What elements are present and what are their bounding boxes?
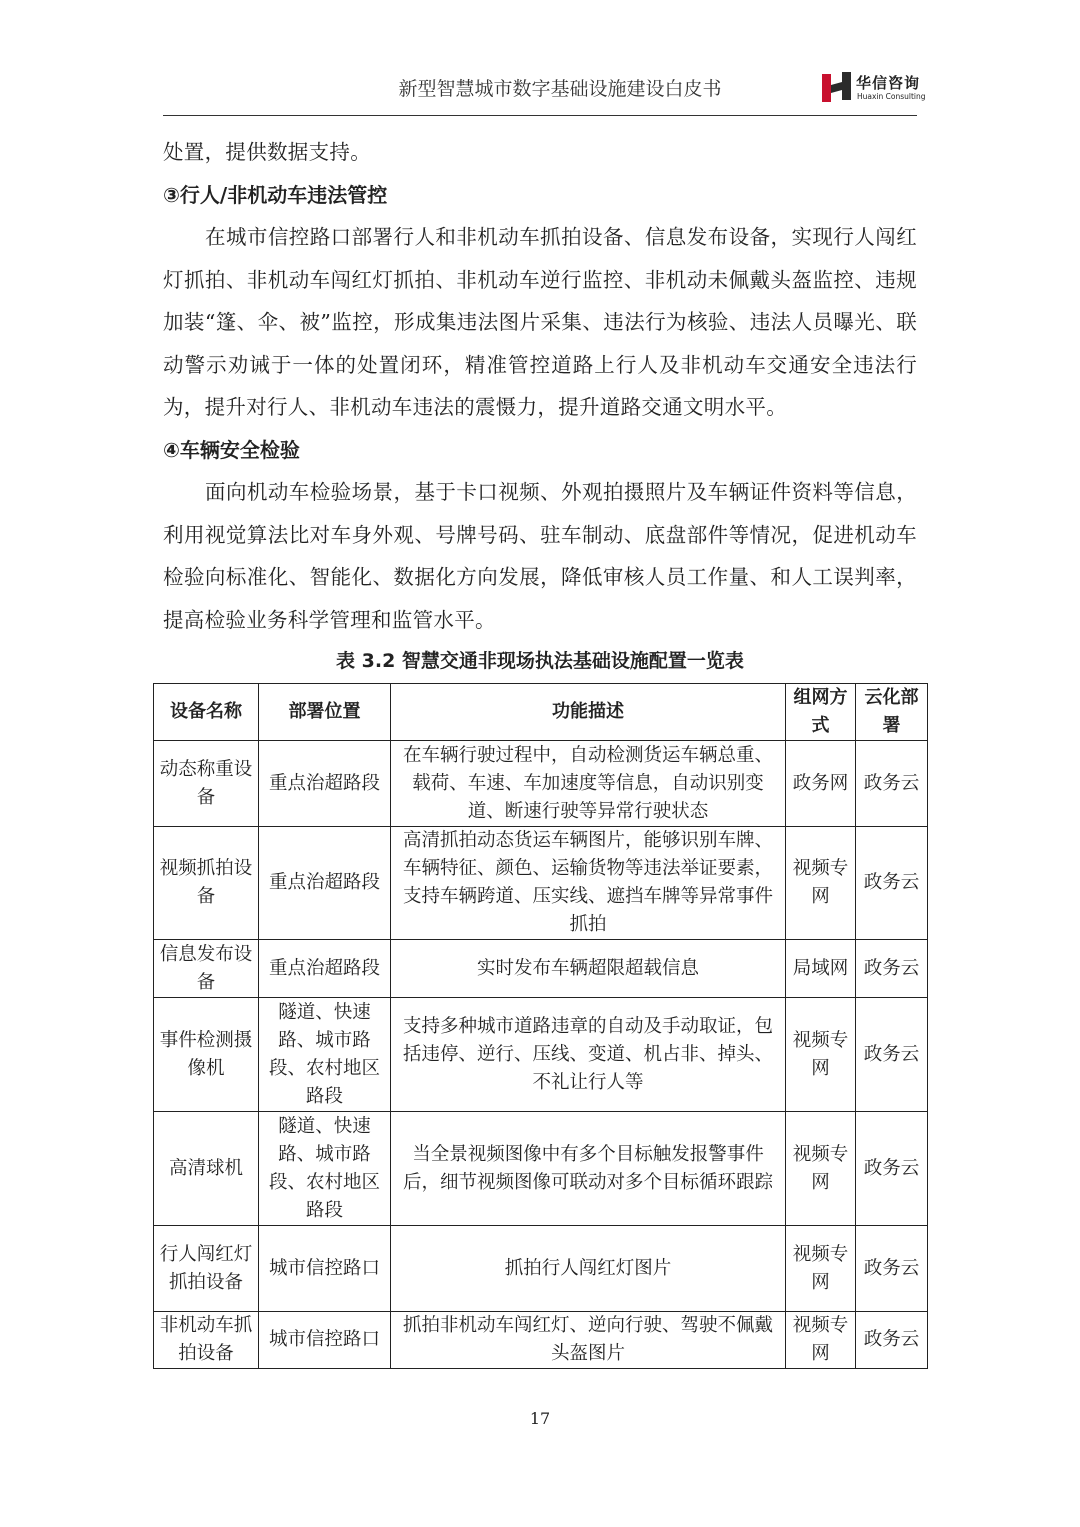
cell-network: 视频专网 [786,1112,856,1226]
cell-function: 支持多种城市道路违章的自动及手动取证，包括违停、逆行、压线、变道、机占非、掉头、不礼让行人等 [391,998,786,1112]
cell-network: 政务网 [786,741,856,827]
cell-cloud: 政务云 [856,1112,928,1226]
cell-cloud: 政务云 [856,741,928,827]
cell-device: 高清球机 [154,1112,259,1226]
cell-network: 视频专网 [786,998,856,1112]
cell-function: 当全景视频图像中有多个目标触发报警事件后，细节视频图像可联动对多个目标循环跟踪 [391,1112,786,1226]
cell-cloud: 政务云 [856,1226,928,1312]
section-heading-vehicle-inspection: ④车辆安全检验 [163,437,300,462]
cell-network: 视频专网 [786,1312,856,1369]
cell-device: 视频抓拍设备 [154,827,259,940]
cell-location: 城市信控路口 [259,1226,391,1312]
section-heading-pedestrian: ③行人/非机动车违法管控 [163,182,388,207]
cell-function: 抓拍非机动车闯红灯、逆向行驶、驾驶不佩戴头盔图片 [391,1312,786,1369]
cell-network: 视频专网 [786,827,856,940]
cell-location: 隧道、快速路、城市路段、农村地区路段 [259,998,391,1112]
cell-device: 动态称重设备 [154,741,259,827]
cell-function: 抓拍行人闯红灯图片 [391,1226,786,1312]
cell-location: 隧道、快速路、城市路段、农村地区路段 [259,1112,391,1226]
table-row [154,1226,928,1312]
col-header-cloud: 云化部署 [856,684,928,741]
cell-cloud: 政务云 [856,940,928,998]
huaxin-h-logo-icon [820,70,854,104]
cell-device: 信息发布设备 [154,940,259,998]
table-row [154,741,928,827]
paragraph-continuation: 处置，提供数据支持。 [163,140,371,164]
logo-cn-name: 华信咨询 [856,74,921,92]
table-row [154,827,928,940]
cell-network: 局域网 [786,940,856,998]
page-number: 17 [529,1409,551,1428]
cell-device: 非机动车抓拍设备 [154,1312,259,1369]
table-row [154,998,928,1112]
cell-device: 行人闯红灯抓拍设备 [154,1226,259,1312]
paragraph-pedestrian: 在城市信控路口部署行人和非机动车抓拍设备、信息发布设备，实现行人闯红灯抓拍、非机动车闯红灯抓拍、非机动车逆行监控、非机动未佩戴头盔监控、违规加装“篷、伞、被”监控，形成集违法图片采集、违法行为核验、违法人员曝光、联动警示劝诫于一体的处置闭环，精准管控道路上行人及非机动车交通安全违法行为，提升对行人、非机动车违法的震慑力，提升道路交通文明水平。 [163,225,917,419]
body-text [163,131,917,641]
table-row [154,1312,928,1369]
table-header-row [154,684,928,741]
logo-en-name: Huaxin Consulting [857,92,926,101]
table-row [154,940,928,998]
facility-table [153,683,928,1369]
table-caption: 表 3.2 智慧交通非现场执法基础设施配置一览表 [336,650,744,672]
cell-location: 重点治超路段 [259,940,391,998]
cell-function: 高清抓拍动态货运车辆图片，能够识别车牌、车辆特征、颜色、运输货物等违法举证要素，支持车辆跨道、压实线、遮挡车牌等异常事件抓拍 [391,827,786,940]
cell-location: 重点治超路段 [259,741,391,827]
cell-cloud: 政务云 [856,998,928,1112]
cell-location: 重点治超路段 [259,827,391,940]
cell-cloud: 政务云 [856,827,928,940]
cell-cloud: 政务云 [856,1312,928,1369]
table-row [154,1112,928,1226]
cell-device: 事件检测摄像机 [154,998,259,1112]
col-header-location: 部署位置 [259,684,391,741]
cell-network: 视频专网 [786,1226,856,1312]
running-header-title: 新型智慧城市数字基础设施建设白皮书 [398,78,722,100]
col-header-network: 组网方式 [786,684,856,741]
cell-location: 城市信控路口 [259,1312,391,1369]
paragraph-vehicle-inspection: 面向机动车检验场景，基于卡口视频、外观拍摄照片及车辆证件资料等信息，利用视觉算法比对车身外观、号牌号码、驻车制动、底盘部件等情况，促进机动车检验向标准化、智能化、数据化方向发展，降低审核人员工作量、和人工误判率，提高检验业务科学管理和监管水平。 [163,480,917,632]
cell-function: 在车辆行驶过程中，自动检测货运车辆总重、载荷、车速、车加速度等信息，自动识别变道、断速行驶等异常行驶状态 [391,741,786,827]
col-header-device: 设备名称 [154,684,259,741]
cell-function: 实时发布车辆超限超载信息 [391,940,786,998]
col-header-function: 功能描述 [391,684,786,741]
header-divider [163,115,917,116]
huaxin-logo [820,70,930,106]
